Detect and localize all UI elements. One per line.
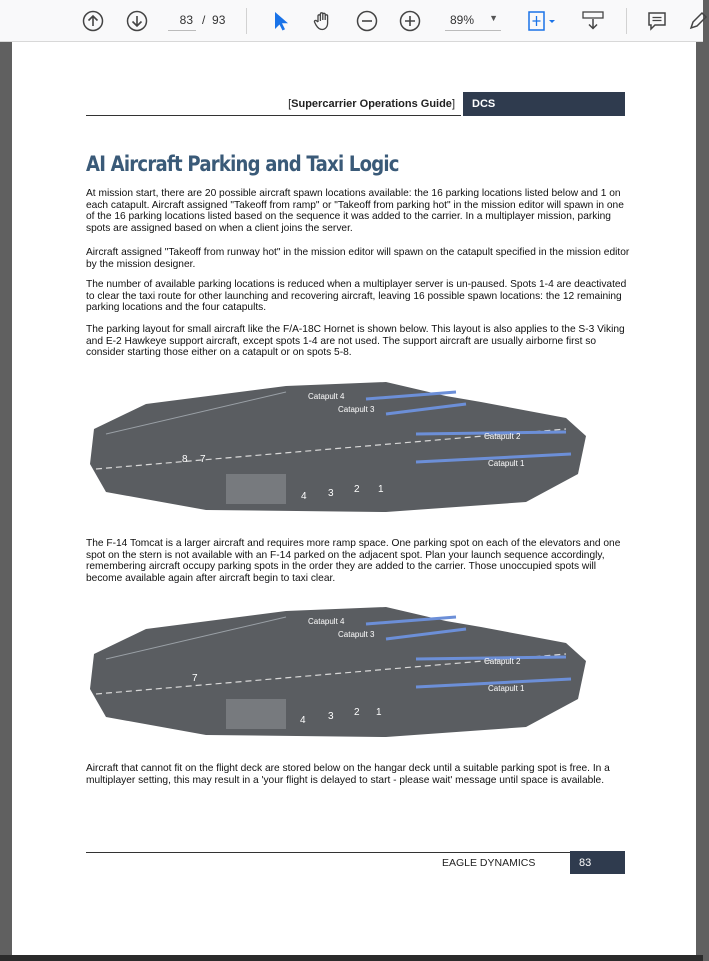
chevron-down-icon: ▼ (489, 13, 498, 23)
pdf-page (12, 42, 696, 955)
spot-label: 4 (301, 491, 307, 502)
page-header-brand: DCS (463, 92, 625, 116)
spot-label: 3 (328, 711, 334, 722)
spot-label: 11 (398, 517, 409, 528)
page-title: AI Aircraft Parking and Taxi Logic (86, 152, 399, 176)
catapult-label: Catapult 1 (488, 459, 525, 468)
spot-label: 11 (380, 745, 391, 756)
pdf-toolbar (0, 0, 703, 42)
spot-label: 14 (172, 735, 184, 746)
spot-label: 7 (192, 673, 198, 684)
spot-label: 5 (316, 746, 322, 757)
paragraph: Aircraft assigned "Takeoff from runway hot" in the mission editor will spawn on the catapult specified in the mission editor by the mission designer. (86, 247, 630, 270)
page-up-icon[interactable] (81, 9, 105, 33)
footer-divider (86, 852, 571, 853)
spot-label: 8 (182, 454, 188, 465)
paragraph: The number of available parking locations is reduced when a multiplayer server is un-paused. Spots 1-4 are deactivated to clear the taxi route for other launching and recovering aircraft, leaving 16 possible spawn locations: the 12 remaining parking locations and the four catapults. (86, 279, 627, 314)
spot-label: 10 (190, 516, 202, 527)
fit-page-icon[interactable] (525, 9, 559, 33)
carrier-deck-figure-hornet (86, 374, 586, 533)
zoom-in-icon[interactable] (398, 9, 422, 33)
page-total: / 93 (202, 13, 226, 27)
page-down-icon[interactable] (125, 9, 149, 33)
catapult-label: Catapult 3 (338, 405, 375, 414)
catapult-label: Catapult 4 (308, 617, 345, 626)
catapult-label: Catapult 2 (484, 657, 521, 666)
catapult-label: Catapult 1 (488, 684, 525, 693)
spot-label: 5 (330, 522, 336, 533)
spot-label: 9 (206, 739, 212, 750)
download-icon[interactable] (581, 9, 605, 33)
catapult-label: Catapult 3 (338, 630, 375, 639)
zoom-out-icon[interactable] (355, 9, 379, 33)
catapult-label: Catapult 2 (484, 432, 521, 441)
paragraph: The F-14 Tomcat is a larger aircraft and requires more ramp space. One parking spot on each of the elevators and one spot on the stern is not available with an F-14 parked on the adjacent spot. Plan your launch sequence accordingly, remembering aircraft occupy parking spots in the order they are added to the carrier. Those unoccupied spots will become available again after aircraft begin to taxi clear. (86, 538, 621, 584)
spot-label: 16 (122, 512, 134, 523)
spot-label: 2 (354, 484, 360, 495)
select-cursor-icon[interactable] (268, 9, 292, 33)
spot-label: 4 (300, 715, 306, 726)
spot-label: 15 (142, 508, 154, 519)
spot-label: 13 (356, 517, 368, 528)
toolbar-divider (246, 8, 247, 34)
pen-icon[interactable] (687, 9, 703, 33)
viewer-bottom-edge (0, 955, 703, 961)
paragraph: At mission start, there are 20 possible aircraft spawn locations available: the 16 parking locations listed below and 1 on each catapult. Aircraft assigned "Takeoff from ramp" or "Takeoff from parking hot" in the mission editor will spawn in one of the 16 parking locations listed based on the sequence it was added to the carrier. In a multiplayer mission, parking spots are assigned based on when a client joins the server. (86, 188, 624, 234)
footer-page-number: 83 (570, 851, 625, 874)
spot-label: 6 (314, 522, 320, 533)
paragraph: The parking layout for small aircraft like the F/A-18C Hornet is shown below. This layout is also applies to the S-3 Viking and E-2 Hawkeye support aircraft, except spots 1-4 are not used. The support aircraft are usually airborne first so consider starting those either on a catapult or on spots 5-8. (86, 324, 625, 359)
spot-label: 9 (210, 516, 216, 527)
current-page-input[interactable] (168, 9, 196, 31)
footer-company: EAGLE DYNAMICS (442, 857, 536, 869)
spot-label: 7 (200, 454, 206, 465)
carrier-deck-figure-tomcat (86, 599, 586, 757)
spot-label: 3 (328, 488, 334, 499)
spot-label: 16 (134, 735, 146, 746)
spot-label: 1 (376, 707, 382, 718)
paragraph: Aircraft that cannot fit on the flight deck are stored below on the hangar deck until a suitable parking spot is free. In a multiplayer setting, this may result in a 'your flight is delayed to start - please wait' message until space is available. (86, 763, 610, 786)
spot-label: 14 (162, 511, 174, 522)
spot-label: 13 (338, 742, 350, 753)
comment-icon[interactable] (645, 9, 669, 33)
spot-label: 12 (379, 517, 391, 528)
catapult-label: Catapult 4 (308, 392, 345, 401)
spot-label: 2 (354, 707, 360, 718)
page-header-guide-name: [Supercarrier Operations Guide] (86, 92, 461, 116)
spot-label: 1 (378, 484, 384, 495)
hand-tool-icon[interactable] (311, 9, 335, 33)
toolbar-divider (626, 8, 627, 34)
zoom-select[interactable]: 89% ▼ (445, 9, 501, 31)
